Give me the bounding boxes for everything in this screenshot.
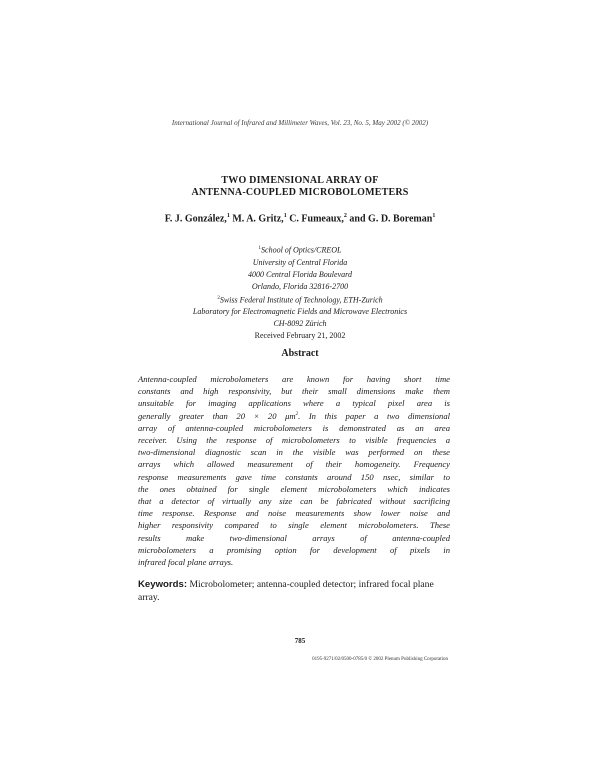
copyright-notice: 0195-9271/02/0500-0785/0 © 2002 Plenum Publishing Corporation	[312, 657, 448, 662]
affiliation-2-line-3: CH-8092 Zürich	[273, 319, 327, 329]
journal-citation: International Journal of Infrared and Millimeter Waves, Vol. 23, No. 5, May 2002 (© 2002)	[171, 119, 429, 127]
affiliation-1-line-3: 4000 Central Florida Boulevard	[248, 269, 352, 279]
keywords-text: Microbolometer; antenna-coupled detector; infrared focal plane array.	[138, 579, 434, 603]
author-list	[0, 213, 600, 224]
abstract-line: receiver. Using the response of microbolometers to visible frequencies a	[138, 435, 450, 446]
abstract-line: results make two-dimensional arrays of antenna-coupled	[138, 532, 450, 543]
author-name: and G. D. Boreman	[349, 213, 433, 225]
affiliation-2-line-2: Laboratory for Electromagnetic Fields and Microwave Electronics	[192, 307, 408, 317]
affiliations	[0, 243, 600, 330]
abstract-line: array of antenna-coupled microbolometers is demonstrated as an area	[138, 422, 450, 433]
author-affiliation-mark: 1	[226, 213, 230, 219]
author-name: F. J. González,	[164, 213, 227, 225]
author-affiliation-mark: 1	[283, 213, 287, 219]
affiliation-1-line-2: University of Central Florida	[252, 257, 348, 267]
title-line-1: TWO DIMENSIONAL ARRAY OF	[221, 175, 379, 186]
abstract-line-with-superscript: generally greater than 20 × 20 $\mu m^2$. In this paper a two dimensional	[138, 410, 450, 421]
paper-title	[0, 175, 600, 199]
abstract-heading: Abstract	[281, 348, 319, 359]
author-name: M. A. Gritz,	[232, 213, 284, 225]
abstract-line: arrays which allowed measurement of their homogeneity. Frequency	[138, 459, 450, 470]
abstract-line: microbolometers a promising option for development of pixels in	[138, 544, 450, 555]
title-line-2: ANTENNA-COUPLED MICROBOLOMETERS	[191, 187, 409, 198]
keywords	[138, 578, 450, 604]
abstract-line: the ones obtained for single element microbolometers which indicates	[138, 483, 450, 494]
abstract-line: unsuitable for imaging applications where a typical pixel area is	[138, 398, 450, 409]
author-affiliation-mark: 2	[343, 213, 347, 219]
abstract-body	[138, 373, 450, 568]
affiliation-1-line-4: Orlando, Florida 32816-2700	[251, 281, 349, 291]
author-name: C. Fumeaux,	[289, 213, 344, 225]
keywords-label: Keywords:	[138, 579, 188, 590]
affiliation-mark: 2	[217, 295, 220, 301]
received-date: Received February 21, 2002	[254, 331, 346, 340]
abstract-line: Antenna-coupled microbolometers are known for having short time	[138, 374, 450, 384]
abstract-line: two-dimensional diagnostic scan in the visible was performed on these	[138, 447, 450, 458]
abstract-line: higher responsivity compared to single element microbolometers. These	[138, 520, 450, 531]
abstract-line: infrared focal plane arrays.	[138, 557, 234, 568]
abstract-line: that a detector of virtually any size can be fabricated without sacrificing	[138, 496, 450, 507]
affiliation-2-line-1: $^2$Swiss Federal Institute of Technology, ETH-Zurich	[217, 295, 383, 305]
abstract-line: response measurements gave time constants around 150 nsec, similar to	[138, 471, 450, 482]
abstract-line: time response. Response and noise measurements show lower noise and	[138, 508, 450, 519]
author-affiliation-mark: 1	[432, 213, 436, 219]
abstract-line: constants and high responsivity, but their small dimensions make them	[138, 386, 450, 397]
page-number: 785	[294, 637, 306, 645]
affiliation-mark: 1	[258, 246, 262, 251]
affiliation-1-line-1: $^1$School of Optics/CREOL	[258, 245, 342, 255]
